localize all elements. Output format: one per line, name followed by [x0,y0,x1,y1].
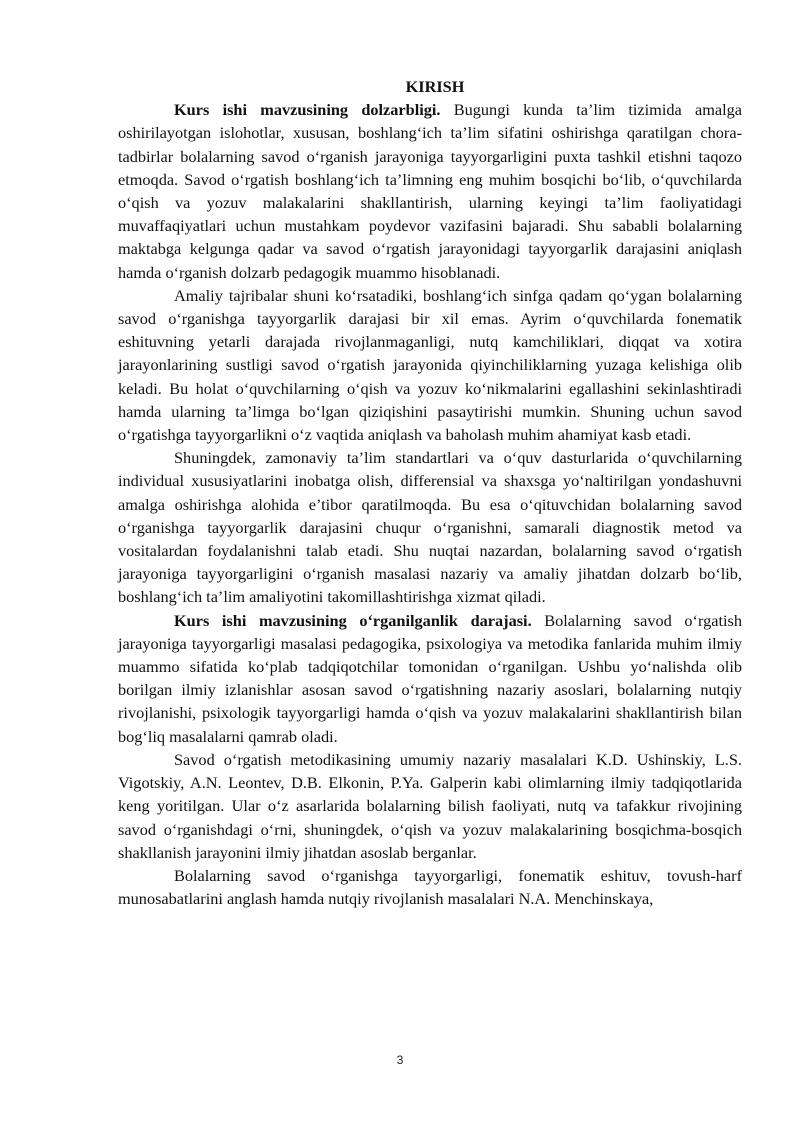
paragraph-text: Amaliy tajribalar shuni ko‘rsatadiki, boshlang‘ich sinfga qadam qo‘ygan bolalarning savod o‘rganishga tayyorgarlik darajasi bir xil emas. Ayrim o‘quvchilarda fonematik eshituvning yetarli darajada rivojlanmaganligi, nutq kamchiliklari, diqqat va xotira jarayonlarining sustligi savod o‘rgatish jarayonida qiyinchiliklarning yuzaga kelishiga olib keladi. Bu holat o‘quvchilarning o‘qish va yozuv ko‘nikmalarini egallashini sekinlashtiradi hamda ularning ta’limga bo‘lgan qiziqishini pasaytirishi mumkin. Shuning uchun savod o‘rgatishga tayyorgarlikni o‘z vaqtida aniqlash va baholash muhim ahamiyat kasb etadi. [118,285,742,445]
paragraph-text: Bolalarning savod o‘rgatish jarayoniga tayyorgarligi masalasi pedagogika, psixologiya va metodika fanlarida muhim ilmiy muammo sifatida ko‘plab tadqiqotchilar tomonidan o‘rganilgan. Ushbu yo‘nalishda olib borilgan ilmiy izlanishlar asosan savod o‘rgatishning nazariy asoslari, bolalarning nutqiy rivojlanishi, psixologik tayyorgarligi hamda o‘qish va yozuv malakalarini shakllantirish bilan bog‘liq masalalarni qamrab oladi. [118,610,742,746]
document-body [118,75,742,910]
paragraph-readiness [118,864,742,910]
paragraph-study-degree [118,609,742,748]
paragraph-text: Bolalarning savod o‘rganishga tayyorgarligi, fonematik eshituv, tovush-harf munosabatlarini anglash hamda nutqiy rivojlanish masalalari N.A. Menchinskaya, [118,865,742,909]
paragraph-text: Bugungi kunda ta’lim tizimida amalga oshirilayotgan islohotlar, xususan, boshlang‘ich ta’lim sifatini oshirishga qaratilgan chora-tadbirlar bolalarning savod o‘rganish jarayoniga tayyorgarligini puxta tashkil etishni taqozo etmoqda. Savod o‘rgatish boshlang‘ich ta’limning eng muhim bosqichi bo‘lib, o‘quvchilarda o‘qish va yozuv malakalarini shakllantirish, ularning keyingi ta’lim faoliyatidagi muvaffaqiyatlari uchun mustahkam poydevor vazifasini bajaradi. Shu sababli bolalarning maktabga kelgunga qadar va savod o‘rgatish jarayonidagi tayyorgarlik darajasini aniqlash hamda o‘rganish dolzarb pedagogik muammo hisoblanadi. [118,100,743,282]
paragraph-lead: Kurs ishi mavzusining dolzarbligi. [174,100,441,120]
paragraph-relevance [118,98,742,284]
section-title: KIRISH [405,77,465,96]
page-number: 3 [396,1053,404,1067]
paragraph-text: Shuningdek, zamonaviy ta’lim standartlari va o‘quv dasturlarida o‘quvchilarning individual xususiyatlarini inobatga olish, differensial va shaxsga yo‘naltirilgan yondashuvni amalga oshirishga alohida e’tibor qaratilmoqda. Bu esa o‘qituvchidan bolalarning savod o‘rganishga tayyorgarlik darajasini chuqur o‘rganishni, samarali diagnostik metod va vositalardan foydalanishni talab etadi. Shu nuqtai nazardan, bolalarning savod o‘rgatish jarayoniga tayyorgarligini o‘rganish masalasi nazariy va amaliy jihatdan dolzarb bo‘lib, boshlang‘ich ta’lim amaliyotini takomillashtirishga xizmat qiladi. [118,448,742,607]
paragraph-modern-standards [118,446,742,608]
paragraph-text: Savod o‘rgatish metodikasining umumiy nazariy masalalari K.D. Ushinskiy, L.S. Vigotskiy, A.N. Leontev, D.B. Elkonin, P.Ya. Galperin kabi olimlarning ilmiy tadqiqotlarida keng yoritilgan. Ular o‘z asarlarida bolalarning bilish faoliyati, nutq va tafakkur rivojining savod o‘rganishdagi o‘rni, shuningdek, o‘qish va yozuv malakalarining bosqichma-bosqich shakllanish jarayonini ilmiy jihatdan asoslab berganlar. [118,749,742,862]
paragraph-scholars [118,748,742,864]
paragraph-practical-experience [118,284,742,446]
paragraph-lead: Kurs ishi mavzusining o‘rganilganlik darajasi. [174,610,532,630]
